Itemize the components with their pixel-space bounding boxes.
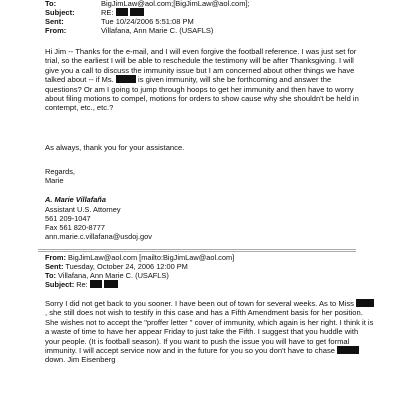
closing: Regards, [45, 167, 75, 176]
original-to-row [45, 271, 169, 280]
original-from-label: From: [45, 253, 66, 262]
redaction-block [90, 280, 102, 288]
header-from-row [45, 26, 213, 35]
redaction-block [130, 8, 144, 16]
redaction-block [116, 8, 128, 16]
signature-phone: 561 209-1047 [45, 214, 91, 223]
reply-text: is given immunity, will she be forthcoming and answer the questions? Or am I going to jump through hoops to get her immunity and then have to worry about filing motions to compel, motions for orders to show cause why she shouldn't be held in contempt, etc., etc.? [45, 75, 359, 113]
closing-name: Marie [45, 176, 64, 185]
original-sent-value: Tuesday, October 24, 2006 12:00 PM [65, 262, 188, 271]
from-label: From: [45, 26, 67, 35]
header-to-row [45, 0, 250, 8]
redaction-block [116, 75, 136, 83]
redaction-block [356, 299, 374, 307]
signature-name: A. Marie Villafaña [45, 195, 106, 204]
sent-label: Sent: [45, 17, 64, 26]
redaction-block [337, 346, 359, 354]
signature-email: ann.marie.c.villafana@usdoj.gov [45, 232, 152, 241]
original-from-value: BigJimLaw@aol.com [mailto:BigJimLaw@aol.com] [68, 253, 235, 262]
original-sent-row [45, 262, 188, 271]
original-to-label: To: [45, 271, 56, 280]
original-text: down. Jim Eisenberg [45, 355, 116, 365]
separator-line [38, 249, 356, 250]
signature-title: Assistant U.S. Attorney [45, 205, 121, 214]
from-value: Villafana, Ann Marie C. (USAFLS) [101, 26, 214, 35]
to-label: To: [45, 0, 57, 8]
separator-line [38, 251, 356, 252]
original-text: , she still does not wish to testify in this case and has a Fifth Amendment basis for her position. She wishes not to accept the "proffer letter " cover of immunity, which again is her right. I think it is a waste of time to have her appear Friday to just take the Fifth. I suggest that you huddle with your people. (It is football season). If you want to push the issue you will have to get formal immunity. I will accept service now and in the future for you so you don't have to chase [45, 308, 374, 356]
subject-value: RE: [101, 8, 114, 17]
original-sent-label: Sent: [45, 262, 64, 271]
reply-paragraph-2: As always, thank you for your assistance. [45, 143, 185, 152]
sent-value: Tue 10/24/2006 5:51:08 PM [101, 17, 194, 26]
original-from-row [45, 253, 234, 262]
original-subject-row [45, 280, 118, 289]
to-value: BigJimLaw@aol.com;[BigJimLaw@aol.com]; [101, 0, 250, 8]
reply-paragraph-1 [45, 47, 367, 113]
reply-text: Hi Jim -- Thanks for the e-mail, and I will even forgive the football reference. I was just set for trial, so the earliest I will be able to reschedule the testimony will be after Thanksgiving. I will give you a call to discuss the immunity issue but I am concerned about other things we have talked about -- if Ms. [45, 47, 357, 85]
original-subject-value: Re: [76, 280, 88, 289]
redaction-block [104, 280, 118, 288]
original-body [45, 299, 375, 365]
signature-fax: Fax 561 820-8777 [45, 223, 105, 232]
original-text: Sorry I did not get back to you sooner. I have been out of town for several weeks. As to Miss [45, 299, 354, 308]
subject-label: Subject: [45, 8, 75, 17]
original-to-value: Villafana, Ann Marie C. (USAFLS) [58, 271, 169, 280]
header-subject-row [45, 8, 144, 17]
original-subject-label: Subject: [45, 280, 75, 289]
header-sent-row [45, 17, 194, 26]
